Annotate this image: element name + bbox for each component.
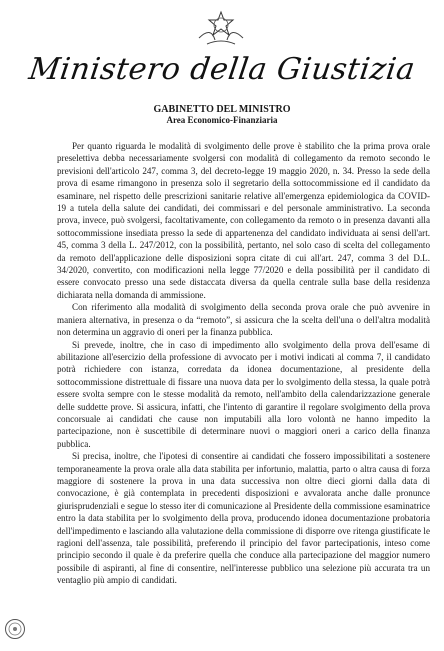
- office-name: GABINETTO DEL MINISTRO: [153, 104, 291, 115]
- paragraph: Si prevede, inoltre, che in caso di impedimento allo svolgimento della prova dell'esame di abilitazione all'esercizio della professione di avvocato per i motivi indicati al comma 7, il candidato potrà richiedere con istanza, corredata da idonea documentazione, al presidente della sottocommissione distrettuale di fissare una nuova data per lo svolgimento della stessa, la quale potrà essere svolta sempre con le stesse modalità da remoto, nell'ambito della calendarizzazione generale delle suddette prove. Si assicura, infatti, che l'intento di garantire il regolare svolgimento della prova concorsuale ai candidati che cause non imputabili alla loro volontà ne hanno impedito la partecipazione, non è suscettibile di determinare nuovi o maggiori oneri a carico della finanza pubblica.: [57, 339, 430, 449]
- department-name: Area Economico-Finanziaria: [166, 115, 278, 125]
- ministry-title: Ministero della Giustizia: [26, 52, 418, 87]
- paragraph: Con riferimento alla modalità di svolgimento della seconda prova orale che può avvenire in maniera alternativa, in presenza o da “remoto”, si assicura che la scelta dell'una o dell'altra modalità non determina un aggravio di oneri per la finanza pubblica.: [57, 302, 430, 338]
- document-body: [57, 140, 430, 587]
- seal-stamp-icon: [4, 618, 26, 640]
- emblem-icon: [193, 8, 249, 48]
- office-heading: [0, 104, 444, 126]
- paragraph: Si precisa, inoltre, che l'ipotesi di consentire ai candidati che fossero impossibilitati a sostenere temporaneamente la prova orale alla data stabilita per infortunio, malattia, parto o altra causa di forza maggiore di sostenere la prova in una data successiva non oltre dieci giorni dalla data di convocazione, è già contemplata in precedenti disposizioni e avvalorata anche dalle pronunce giurisprudenziali e segue lo stesso iter di comunicazione al Presidente della commissione esaminatrice entro la data stabilita per lo svolgimento della prova, producendo idonea documentazione probatoria dell'impedimento e lasciando alla valutazione della commissione di disporre ove ritenga giustificate le ragioni dell'assenza, tale possibilità, preferendo il principio del favor partecipationis, inteso come principio secondo il quale è da preferire quella che conduce alla partecipazione del maggior numero possibile di aspiranti, al fine di consentire, nell'interesse pubblico una selezione più accurata tra un ventaglio più ampio di candidati.: [57, 451, 430, 586]
- paragraph: Per quanto riguarda le modalità di svolgimento delle prove è stabilito che la prima prova orale preselettiva debba necessariamente svolgersi con modalità di collegamento da remoto secondo le previsioni dell'articolo 247, comma 3, del decreto-legge 19 maggio 2020, n. 34. Presso la sede della prova di esame rimangono in presenza solo il segretario della sottocommissione ed il candidato da esaminare, nel rispetto delle prescrizioni sanitarie relative all'emergenza epidemiologica da COVID-19 a tutela della salute dei candidati, dei commissari e del personale amministrativo. La seconda prova, invece, può svolgersi, facoltativamente, con collegamento da remoto o in presenza davanti alla sottocommissione insediata presso la sede di appartenenza del candidato individuata ai sensi dell'art. 45, comma 3 della L. 247/2012, con la possibilità, pertanto, nel solo caso di scelta del collegamento da remoto dell'applicazione delle disposizioni sopra citate di cui all'art. 247, comma 3 del D.L. 34/2020, convertito, con modificazioni nella legge 77/2020 e della possibilità per il candidato di essere convocato presso una sede distaccata diversa da quella centrale sulla base della residenza dichiarata nella domanda di ammissione.: [57, 141, 430, 300]
